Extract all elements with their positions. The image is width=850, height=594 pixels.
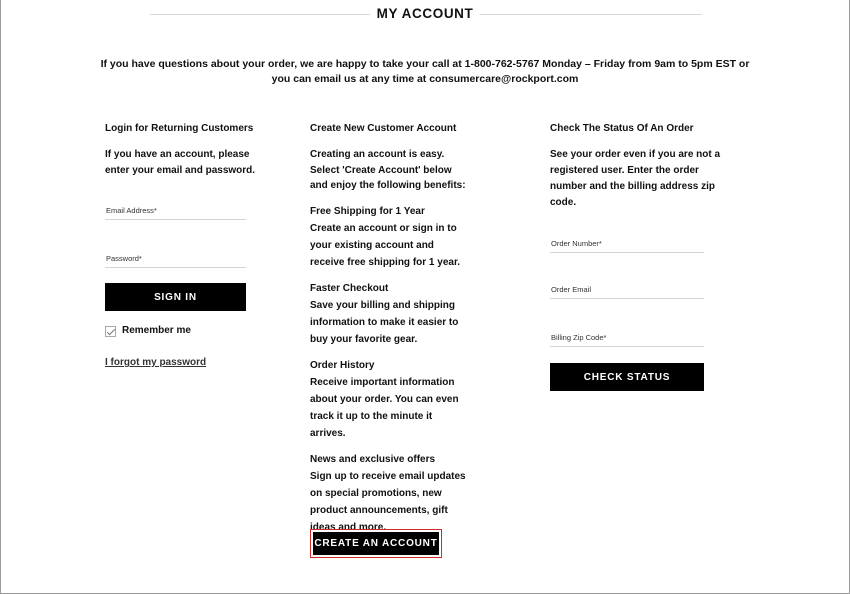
login-section <box>105 121 265 368</box>
create-account-section <box>310 121 470 549</box>
remember-label: Remember me <box>122 325 191 336</box>
benefit-text: Save your billing and shipping information to make it easier to buy your favorite gear. <box>310 299 459 345</box>
password-input[interactable] <box>105 246 246 267</box>
benefit-title: Faster Checkout <box>310 282 389 294</box>
create-description: Creating an account is easy. Select 'Create Account' below and enjoy the following benefits: <box>310 149 466 191</box>
remember-checkbox[interactable] <box>105 326 116 337</box>
password-label: Password* <box>106 254 142 263</box>
order-email-label: Order Email <box>551 285 592 294</box>
sign-in-button[interactable]: SIGN IN <box>105 283 246 311</box>
benefit-text: Receive important information about your order. You can even track it up to the minute it arrives. <box>310 376 459 439</box>
password-field[interactable] <box>105 246 246 268</box>
email-label: Email Address* <box>106 206 157 215</box>
benefit-text: Create an account or sign in to your existing account and receive free shipping for 1 year. <box>310 222 461 268</box>
benefit-item <box>310 203 470 271</box>
order-email-input[interactable] <box>550 277 704 298</box>
zip-code-field[interactable] <box>550 325 704 347</box>
email-field[interactable] <box>105 198 246 220</box>
benefit-title: Free Shipping for 1 Year <box>310 205 425 217</box>
order-number-field[interactable] <box>550 231 704 253</box>
contact-info: If you have questions about your order, we are happy to take your call at 1-800-762-5767 Monday – Friday from 9am to 5pm EST or you can email us at any time at consumercare@rockport.com <box>100 58 750 85</box>
login-heading: Login for Returning Customers <box>105 123 254 134</box>
benefit-item <box>310 357 470 442</box>
forgot-password-link[interactable]: I forgot my password <box>105 357 207 368</box>
page-title: MY ACCOUNT <box>376 6 474 21</box>
remember-me[interactable] <box>105 323 191 339</box>
benefit-item <box>310 280 470 348</box>
benefit-title: News and exclusive offers <box>310 453 436 465</box>
status-heading: Check The Status Of An Order <box>550 123 694 134</box>
check-status-button[interactable]: CHECK STATUS <box>550 363 704 391</box>
status-description: See your order even if you are not a registered user. Enter the order number and the billing address zip code. <box>550 149 721 208</box>
title-rule-left <box>150 14 370 15</box>
create-heading: Create New Customer Account <box>310 123 457 134</box>
benefit-text: Sign up to receive email updates on special promotions, new product announcements, gift ideas and more. <box>310 470 466 533</box>
login-description: If you have an account, please enter your email and password. <box>105 149 256 176</box>
title-rule-right <box>480 14 702 15</box>
status-form <box>550 231 725 391</box>
order-email-field[interactable] <box>550 277 704 299</box>
benefit-item <box>310 451 470 536</box>
email-input[interactable] <box>105 198 246 219</box>
zip-code-input[interactable] <box>550 325 704 346</box>
create-account-highlight <box>310 529 442 558</box>
order-status-section <box>550 121 725 391</box>
benefit-title: Order History <box>310 359 375 371</box>
order-number-label: Order Number* <box>551 239 602 248</box>
create-account-button[interactable]: CREATE AN ACCOUNT <box>313 532 439 555</box>
order-number-input[interactable] <box>550 231 704 252</box>
zip-code-label: Billing Zip Code* <box>551 333 607 342</box>
